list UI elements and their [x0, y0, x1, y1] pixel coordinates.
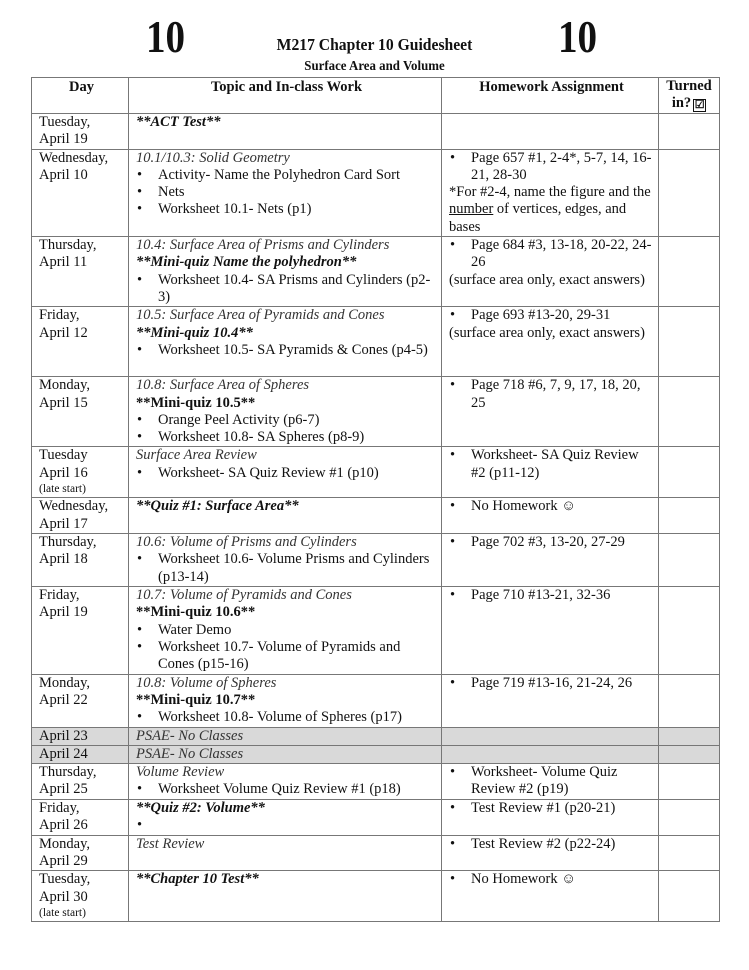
turned-in-checkbox-cell[interactable]	[659, 587, 720, 674]
turned-in-checkbox-cell[interactable]	[659, 674, 720, 727]
table-row	[32, 307, 720, 377]
topic-cell	[129, 237, 442, 307]
table-row	[32, 587, 720, 674]
homework-cell	[442, 587, 659, 674]
topic-heading: **ACT Test**	[136, 114, 221, 130]
turned-in-checkbox-cell[interactable]	[659, 835, 720, 871]
topic-heading: 10.4: Surface Area of Prisms and Cylinders	[136, 237, 390, 254]
turned-in-checkbox-cell[interactable]	[659, 237, 720, 307]
turned-in-checkbox-cell[interactable]	[659, 377, 720, 447]
bullet-item: • Worksheet 10.1- Nets (p1)	[136, 201, 437, 218]
topic-cell	[129, 498, 442, 534]
topic-heading: **Mini-quiz 10.4**	[136, 324, 253, 341]
day-cell	[32, 800, 129, 836]
turned-in-checkbox-cell[interactable]	[659, 745, 720, 763]
homework-cell	[442, 800, 659, 836]
day-cell	[32, 674, 129, 727]
table-row	[32, 871, 720, 922]
table-row	[32, 114, 720, 150]
chapter-number-right: 10	[558, 11, 598, 62]
day-line: April 19	[39, 131, 88, 148]
topic-heading: 10.8: Volume of Spheres	[136, 674, 277, 691]
note-text: of vertices, edges, and bases	[449, 201, 627, 235]
table-row	[32, 674, 720, 727]
homework-cell	[442, 674, 659, 727]
day-line: Thursday,	[39, 534, 97, 551]
day-cell	[32, 307, 129, 377]
day-cell	[32, 149, 129, 236]
bullet-item: • No Homework ☺	[449, 871, 654, 888]
table-row	[32, 534, 720, 587]
day-line: Thursday,	[39, 237, 97, 254]
turned-in-checkbox-cell[interactable]	[659, 871, 720, 922]
topic-heading: **Mini-quiz 10.6**	[136, 604, 256, 621]
homework-cell	[442, 764, 659, 800]
homework-cell	[442, 498, 659, 534]
day-line: April 17	[39, 515, 88, 532]
day-line: April 15	[39, 394, 88, 411]
topic-cell	[129, 587, 442, 674]
day-line: Friday,	[39, 800, 80, 817]
topic-heading: 10.5: Surface Area of Pyramids and Cones	[136, 307, 385, 324]
table-row	[32, 800, 720, 836]
table-row	[32, 745, 720, 763]
bullet-item: • Worksheet- SA Quiz Review #2 (p11-12)	[449, 447, 654, 482]
day-line: April 25	[39, 781, 88, 798]
homework-cell	[442, 149, 659, 236]
bullet-item: • Page 719 #13-16, 21-24, 26	[449, 675, 654, 692]
topic-cell	[129, 377, 442, 447]
topic-cell	[129, 835, 442, 871]
day-line: Friday,	[39, 307, 80, 324]
header-row	[32, 78, 720, 114]
bullet-item: • Worksheet Volume Quiz Review #1 (p18)	[136, 781, 437, 798]
day-line: April 18	[39, 551, 88, 568]
checkbox-icon: ☑	[694, 99, 705, 112]
turned-in-checkbox-cell[interactable]	[659, 764, 720, 800]
turned-in-checkbox-cell[interactable]	[659, 447, 720, 498]
day-line: Monday,	[39, 674, 91, 691]
day-line: Tuesday,	[39, 871, 91, 888]
table-row	[32, 835, 720, 871]
homework-cell	[442, 307, 659, 377]
chapter-number-left: 10	[146, 11, 186, 62]
turned-in-checkbox-cell[interactable]	[659, 534, 720, 587]
bullet-item: • Test Review #1 (p20-21)	[449, 800, 654, 817]
day-cell	[32, 498, 129, 534]
turned-in-checkbox-cell[interactable]	[659, 498, 720, 534]
day-cell	[32, 534, 129, 587]
turned-in-checkbox-cell[interactable]	[659, 727, 720, 745]
turned-in-checkbox-cell[interactable]	[659, 114, 720, 150]
day-line: April 24	[39, 745, 88, 762]
day-line: (late start)	[39, 483, 86, 496]
guidesheet-table	[31, 77, 720, 922]
day-line: April 12	[39, 324, 88, 341]
homework-cell	[442, 237, 659, 307]
bullet-item: • Worksheet- Volume Quiz Review #2 (p19)	[449, 764, 654, 799]
homework-cell	[442, 534, 659, 587]
homework-cell	[442, 447, 659, 498]
table-row	[32, 764, 720, 800]
topic-heading: **Chapter 10 Test**	[136, 871, 259, 888]
day-cell	[32, 114, 129, 150]
bullet-item: • Water Demo	[136, 622, 437, 639]
bullet-item: • Test Review #2 (p22-24)	[449, 836, 654, 853]
topic-cell	[129, 871, 442, 922]
column-header-day: Day	[32, 78, 129, 114]
topic-heading: **Quiz #1: Surface Area**	[136, 498, 299, 515]
day-cell	[32, 871, 129, 922]
topic-heading: 10.8: Surface Area of Spheres	[136, 377, 310, 394]
column-header-homework: Homework Assignment	[442, 78, 659, 114]
bullet-item: • Worksheet 10.6- Volume Prisms and Cylinders (p13-14)	[136, 551, 437, 586]
topic-cell	[129, 447, 442, 498]
homework-cell	[442, 377, 659, 447]
topic-heading: **Mini-quiz 10.7**	[136, 691, 256, 708]
turned-in-label: Turned in?	[666, 78, 712, 112]
topic-heading: PSAE- No Classes	[136, 745, 244, 762]
bullet-item: • Worksheet 10.8- SA Spheres (p8-9)	[136, 429, 437, 446]
turned-in-checkbox-cell[interactable]	[659, 800, 720, 836]
bullet-item: • Worksheet 10.7- Volume of Pyramids and Cones (p15-16)	[136, 639, 437, 674]
bullet-item: • Page 718 #6, 7, 9, 17, 18, 20, 25	[449, 377, 654, 412]
homework-note: (surface area only, exact answers)	[449, 324, 645, 341]
bullet-item: • Page 657 #1, 2-4*, 5-7, 14, 16-21, 28-30	[449, 150, 654, 185]
day-cell	[32, 835, 129, 871]
page-title: M217 Chapter 10 Guidesheet	[276, 35, 473, 54]
bullet-item: • Orange Peel Activity (p6-7)	[136, 412, 437, 429]
day-line: Friday,	[39, 587, 80, 604]
topic-cell	[129, 745, 442, 763]
day-line: Tuesday,	[39, 114, 91, 130]
bullet-item: • Page 684 #3, 13-18, 20-22, 24-26	[449, 237, 654, 272]
day-line: Tuesday	[39, 447, 88, 464]
topic-heading: **Mini-quiz Name the polyhedron**	[136, 254, 357, 271]
topic-cell	[129, 114, 442, 150]
table-row	[32, 377, 720, 447]
day-cell	[32, 377, 129, 447]
homework-cell	[442, 727, 659, 745]
bullet-item: • Activity- Name the Polyhedron Card Sort	[136, 167, 437, 184]
day-cell	[32, 447, 129, 498]
day-cell	[32, 587, 129, 674]
day-cell	[32, 764, 129, 800]
day-line: April 16	[39, 464, 88, 481]
table-row	[32, 149, 720, 236]
homework-cell	[442, 114, 659, 150]
column-header-turned-in	[659, 78, 720, 114]
page-subtitle: Surface Area and Volume	[304, 59, 445, 74]
topic-heading: PSAE- No Classes	[136, 727, 244, 744]
day-cell	[32, 237, 129, 307]
bullet-item: • Worksheet 10.8- Volume of Spheres (p17)	[136, 709, 437, 726]
day-line: Wednesday,	[39, 149, 109, 166]
topic-heading: 10.1/10.3: Solid Geometry	[136, 149, 290, 166]
topic-heading: Surface Area Review	[136, 447, 257, 464]
table-row	[32, 498, 720, 534]
topic-cell	[129, 800, 442, 836]
day-line: Monday,	[39, 377, 91, 394]
bullet-item: • Worksheet- SA Quiz Review #1 (p10)	[136, 465, 437, 482]
topic-cell	[129, 307, 442, 377]
column-header-topic: Topic and In-class Work	[129, 78, 442, 114]
topic-cell	[129, 727, 442, 745]
day-line: April 26	[39, 817, 88, 834]
table-row	[32, 237, 720, 307]
bullet-item: • Page 710 #13-21, 32-36	[449, 587, 654, 604]
bullet-item: • No Homework ☺	[449, 498, 654, 515]
bullet-item: • Page 702 #3, 13-20, 27-29	[449, 534, 654, 551]
topic-cell	[129, 674, 442, 727]
day-line: Wednesday,	[39, 498, 109, 515]
day-line: Thursday,	[39, 764, 97, 781]
topic-heading: Test Review	[136, 835, 205, 852]
day-line: April 29	[39, 853, 88, 870]
table-row	[32, 447, 720, 498]
table-row	[32, 727, 720, 745]
topic-heading: 10.7: Volume of Pyramids and Cones	[136, 587, 352, 604]
day-line: (late start)	[39, 906, 86, 919]
homework-note	[449, 184, 654, 236]
homework-cell	[442, 871, 659, 922]
topic-cell	[129, 149, 442, 236]
day-line: April 23	[39, 727, 88, 744]
topic-heading: **Quiz #2: Volume**	[136, 800, 265, 817]
topic-cell	[129, 764, 442, 800]
day-line: April 10	[39, 166, 88, 183]
topic-cell	[129, 534, 442, 587]
day-line: April 22	[39, 691, 88, 708]
topic-heading: Volume Review	[136, 764, 225, 781]
note-text: *For #2-4, name the figure and the	[449, 184, 651, 201]
topic-heading: **Mini-quiz 10.5**	[136, 394, 256, 411]
day-line: April 11	[39, 254, 88, 271]
turned-in-checkbox-cell[interactable]	[659, 307, 720, 377]
day-cell	[32, 727, 129, 745]
day-cell	[32, 745, 129, 763]
bullet-item: • Worksheet 10.4- SA Prisms and Cylinders (p2-3)	[136, 272, 437, 307]
bullet-item: • Worksheet 10.5- SA Pyramids & Cones (p4-5)	[136, 342, 437, 359]
underlined-word: number	[449, 201, 494, 218]
bullet-item: • Page 693 #13-20, 29-31	[449, 307, 654, 324]
homework-note: (surface area only, exact answers)	[449, 271, 645, 288]
homework-cell	[442, 745, 659, 763]
day-line: April 30	[39, 888, 88, 905]
homework-cell	[442, 835, 659, 871]
turned-in-checkbox-cell[interactable]	[659, 149, 720, 236]
bullet-item: • Nets	[136, 184, 437, 201]
day-line: April 19	[39, 604, 88, 621]
topic-heading: 10.6: Volume of Prisms and Cylinders	[136, 534, 357, 551]
day-line: Monday,	[39, 835, 91, 852]
